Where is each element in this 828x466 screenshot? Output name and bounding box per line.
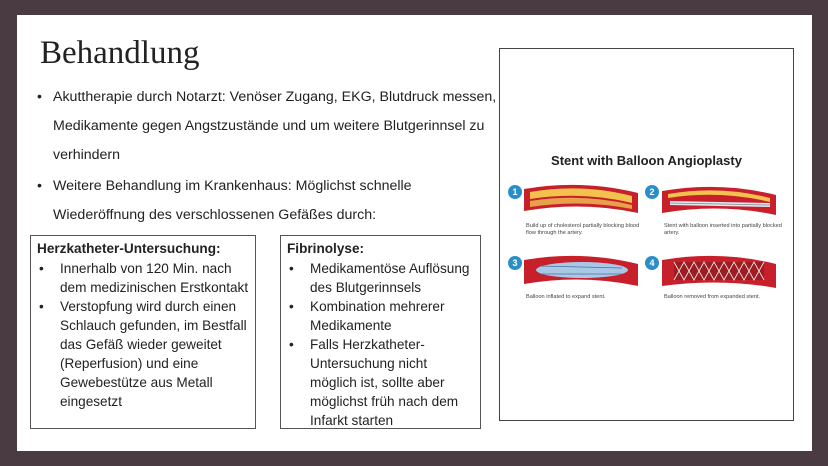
figure-title: Stent with Balloon Angioplasty bbox=[551, 153, 742, 168]
step-caption-2: Stent with balloon inserted into partially blocked artery. bbox=[664, 223, 782, 236]
expanded-stent-icon bbox=[660, 252, 778, 292]
step-caption-3: Balloon inflated to expand stent. bbox=[526, 294, 606, 300]
box-title: Herzkatheter-Untersuchung: bbox=[37, 241, 221, 256]
step-number-2: 2 bbox=[645, 185, 659, 199]
step-number-4: 4 bbox=[645, 256, 659, 270]
step-caption-1: Build up of cholesterol partially blocking blood flow through the artery. bbox=[526, 223, 640, 236]
list-item: • Kombination mehrerer Medikamente bbox=[287, 297, 474, 335]
step-caption-4: Balloon removed from expanded stent. bbox=[664, 294, 761, 300]
box-title: Fibrinolyse: bbox=[287, 241, 365, 256]
artery-plaque-icon bbox=[522, 181, 640, 221]
artery-stent-inserted-icon bbox=[660, 181, 778, 221]
box-list bbox=[37, 259, 249, 411]
slide-title: Behandlung bbox=[40, 35, 200, 71]
balloon-inflated-icon bbox=[522, 252, 640, 292]
list-item: • Falls Herzkatheter-Untersuchung nicht möglich ist, sollte aber möglichst früh nach dem Infarkt starten bbox=[287, 335, 474, 430]
box-list bbox=[287, 259, 474, 430]
slide bbox=[17, 15, 812, 451]
main-bullet-list bbox=[37, 83, 507, 232]
stent-illustration bbox=[499, 48, 794, 421]
list-item: • Innerhalb von 120 Min. nach dem medizinischen Erstkontakt bbox=[37, 259, 249, 297]
list-item: • Medikamentöse Auflösung des Blutgerinnsels bbox=[287, 259, 474, 297]
list-item: • Verstopfung wird durch einen Schlauch gefunden, im Bestfall das Gefäß wieder geweitet (Reperfusion) und eine Gewebestütze aus Metall eingesetzt bbox=[37, 297, 249, 411]
bullet-item: • Akuttherapie durch Notarzt: Venöser Zugang, EKG, Blutdruck messen, Medikamente gegen Angstzustände und um weitere Blutgerinnsel zu verhindern bbox=[37, 83, 507, 170]
step-number-1: 1 bbox=[508, 185, 522, 199]
fibrinolyse-box bbox=[280, 235, 481, 429]
step-number-3: 3 bbox=[508, 256, 522, 270]
bullet-item: • Weitere Behandlung im Krankenhaus: Möglichst schnelle Wiederöffnung des verschlossenen Gefäßes durch: bbox=[37, 172, 507, 230]
herzkatheter-box bbox=[30, 235, 256, 429]
